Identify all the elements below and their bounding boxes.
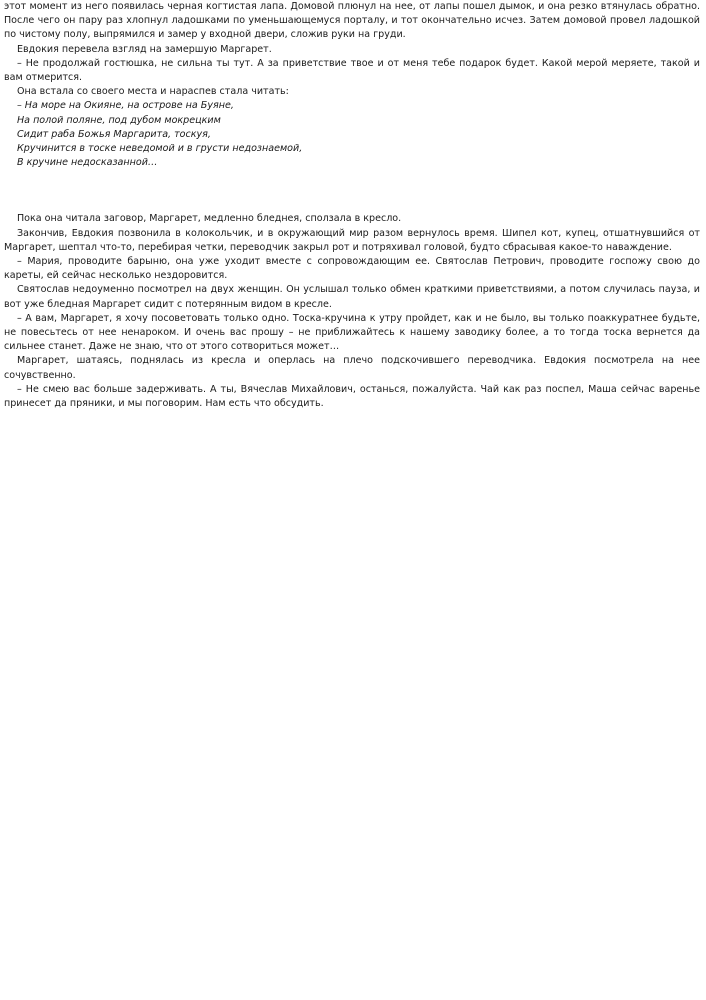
paragraph: этот момент из него появилась черная когтистая лапа. Домовой плюнул на нее, от лапы пошел дымок, и она резко втянулась обратно. После чего он пару раз хлопнул ладошками по уменьшающемуся порталу, и тот окончательно исчез. Затем домовой провел ладошкой по чистому полу, выпрямился и замер у входной двери, сложив руки на груди. xyxy=(4,1,700,41)
verse-line: На полой поляне, под дубом мокрецким xyxy=(17,114,221,126)
paragraph: Она встала со своего места и нараспев стала читать: xyxy=(17,86,289,98)
dialogue-paragraph: – Не продолжай гостюшка, не сильна ты тут. А за приветствие твое и от меня тебе подарок будет. Какой мерой меряете, такой и вам отмерится. xyxy=(4,57,700,84)
paragraph: Закончив, Евдокия позвонила в колокольчик, и в окружающий мир разом вернулось время. Шипел кот, купец, отшатнувшийся от Маргарет, шептал что-то, перебирая четки, переводчик закрыл рот и потряхивал головой, будто сбрасывая какое-то наваждение. xyxy=(4,227,700,253)
verse-line: Кручинится в тоске неведомой и в грусти недознаемой, xyxy=(17,143,303,155)
verse-line: – На море на Окияне, на острове на Буяне, xyxy=(17,100,234,112)
section-gap xyxy=(4,170,700,212)
paragraph: Евдокия перевела взгляд на замершую Маргарет. xyxy=(17,43,272,55)
paragraph: Святослав недоуменно посмотрел на двух женщин. Он услышал только обмен краткими приветствиями, а потом случилась пауза, и вот уже бледная Маргарет сидит с потерянным видом в кресле. xyxy=(4,284,700,310)
paragraph: Пока она читала заговор, Маргарет, медленно бледнея, сползала в кресло. xyxy=(17,213,402,225)
incantation-verse xyxy=(4,99,700,170)
document-page xyxy=(4,0,700,411)
dialogue-paragraph: – Не смею вас больше задерживать. А ты, Вячеслав Михайлович, останься, пожалуйста. Чай как раз поспел, Маша сейчас варенье принесет да пряники, и мы поговорим. Нам есть что обсудить. xyxy=(4,383,700,410)
dialogue-paragraph: – Мария, проводите барыню, она уже уходит вместе с сопровождающим ее. Святослав Петрович, проводите госпожу свою до кареты, ей сейчас несколько нездоровится. xyxy=(4,256,700,282)
verse-line: В кручине недосказанной… xyxy=(17,157,158,169)
verse-line: Сидит раба Божья Маргарита, тоскуя, xyxy=(17,128,211,140)
dialogue-paragraph: – А вам, Маргарет, я хочу посоветовать только одно. Тоска-кручина к утру пройдет, как и не было, вы только поаккуратнее будьте, не повесьтесь от нее ненароком. И очень вас прошу – не приближайтесь к нашему заводику более, а то тогда тоска вернется да сильнее станет. Даже не знаю, что от этого сотвориться может… xyxy=(4,312,700,353)
paragraph: Маргарет, шатаясь, поднялась из кресла и оперлась на плечо подскочившего переводчика. Евдокия посмотрела на нее сочувственно. xyxy=(4,355,700,381)
